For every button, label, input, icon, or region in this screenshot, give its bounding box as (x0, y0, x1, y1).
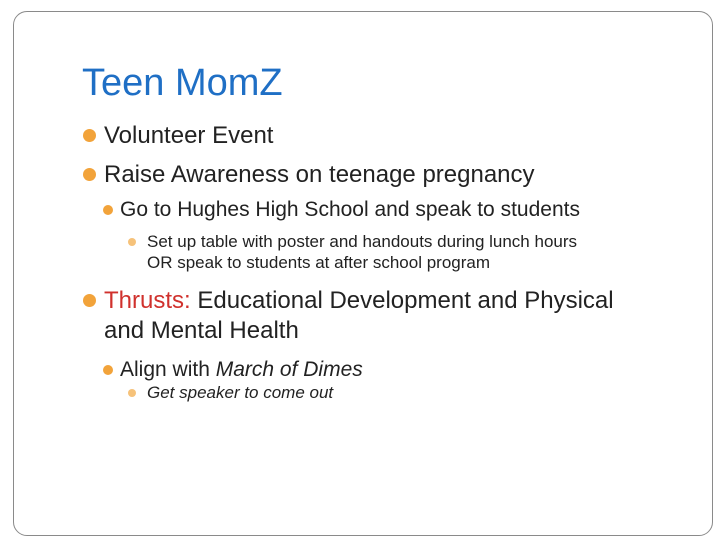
bullet-volunteer-event: Volunteer Event (104, 122, 274, 149)
bullet-icon (83, 168, 96, 181)
bullet-icon (83, 294, 96, 307)
bullet-thrusts-line1 (104, 286, 614, 316)
bullet-get-speaker: Get speaker to come out (147, 383, 334, 402)
slide-title: Teen MomZ (82, 62, 283, 104)
bullet-icon (103, 205, 113, 215)
bullet-icon (128, 389, 136, 397)
align-prefix: Align with (120, 358, 216, 381)
bullet-align-march-of-dimes (120, 357, 363, 383)
bullet-hughes-high-school: Go to Hughes High School and speak to students (120, 198, 580, 221)
bullet-icon (83, 129, 96, 142)
thrusts-text: Educational Development and Physical (190, 287, 614, 314)
bullet-thrusts-line2: and Mental Health (104, 317, 299, 344)
bullet-set-up-table-line1: Set up table with poster and handouts during lunch hours (147, 232, 578, 251)
bullet-raise-awareness: Raise Awareness on teenage pregnancy (104, 161, 535, 188)
bullet-set-up-table-line2: OR speak to students at after school program (147, 253, 491, 272)
thrusts-label: Thrusts: (104, 287, 191, 314)
march-of-dimes: March of Dimes (215, 358, 363, 381)
bullet-icon (103, 365, 113, 375)
bullet-icon (128, 238, 136, 246)
